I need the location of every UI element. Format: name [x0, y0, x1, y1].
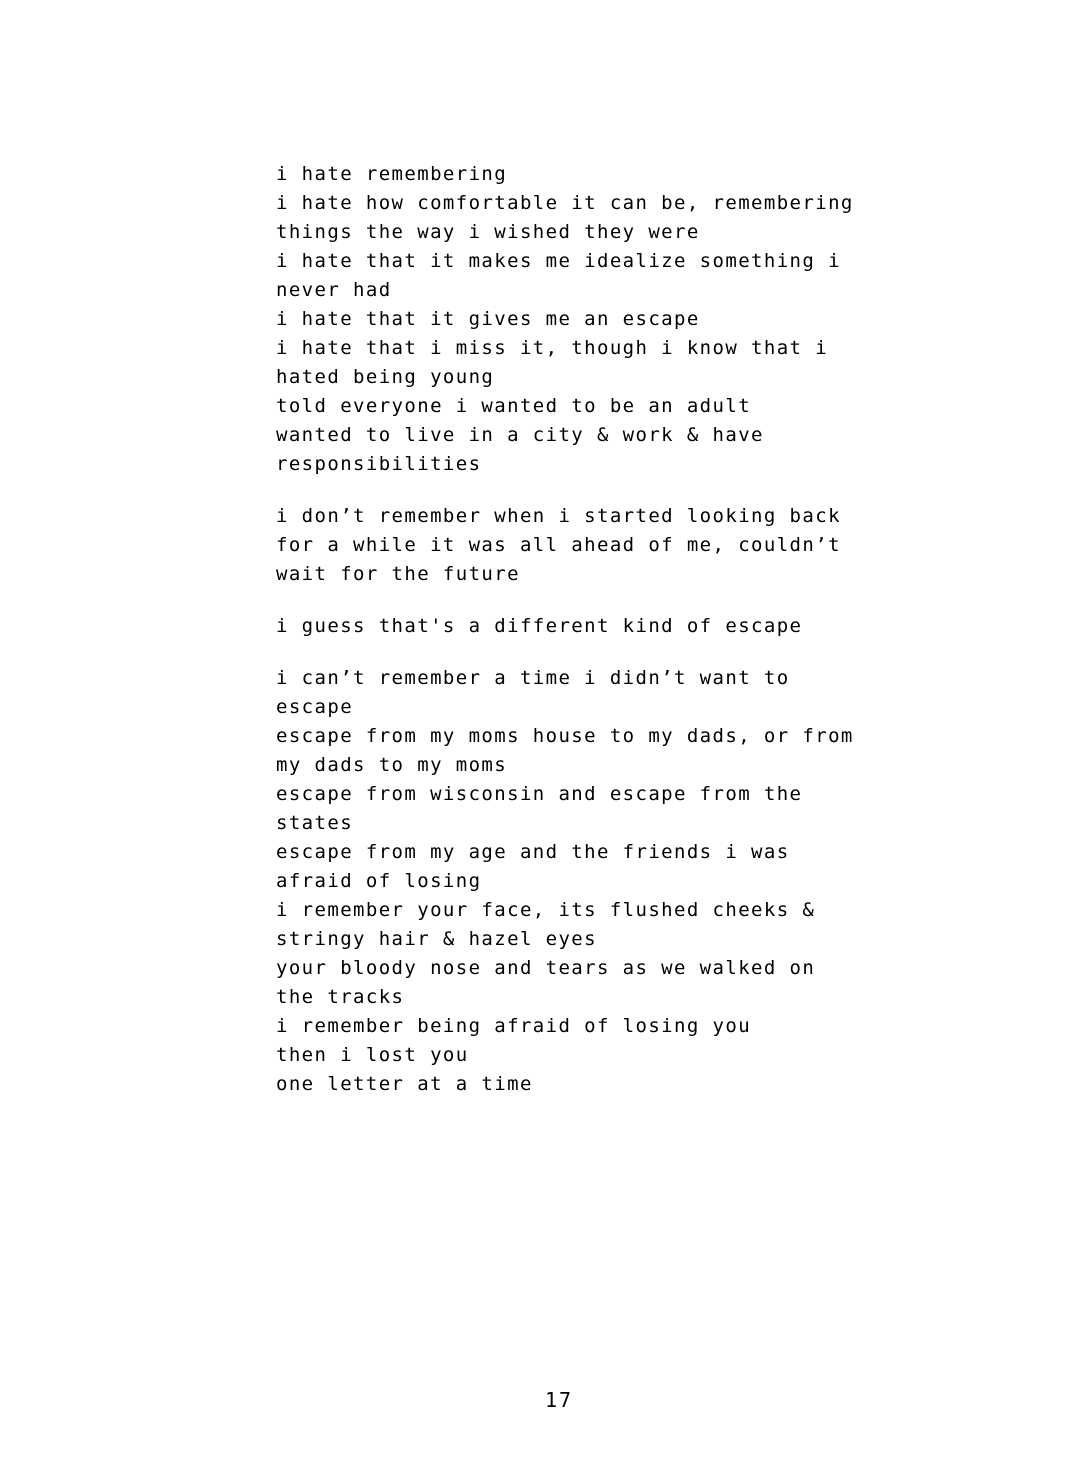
stanza-gap [276, 589, 876, 612]
poem-line: states [276, 812, 354, 834]
poem-line: responsibilities [276, 453, 482, 475]
poem-line: then i lost you [276, 1044, 469, 1066]
stanza [276, 160, 876, 479]
poem-line: i hate how comfortable it can be, remembering [276, 192, 854, 214]
poem-line: your bloody nose and tears as we walked on [276, 957, 816, 979]
stanza-gap [276, 641, 876, 664]
poem-line: afraid of losing [276, 870, 482, 892]
poem-line: wait for the future [276, 563, 520, 585]
stanza [276, 612, 876, 641]
poem-line: escape from my moms house to my dads, or from [276, 725, 854, 747]
poem-line: wanted to live in a city & work & have [276, 424, 764, 446]
poem-line: for a while it was all ahead of me, couldn’t [276, 534, 841, 556]
poem-line: i hate that it gives me an escape [276, 308, 700, 330]
poem-line: i remember being afraid of losing you [276, 1015, 752, 1037]
poem-line: escape from my age and the friends i was [276, 841, 790, 863]
poem-line: escape from wisconsin and escape from the [276, 783, 803, 805]
poem-line: hated being young [276, 366, 495, 388]
poem-line: stringy hair & hazel eyes [276, 928, 597, 950]
poem-line: things the way i wished they were [276, 221, 700, 243]
poem-line: i don’t remember when i started looking back [276, 505, 841, 527]
stanza [276, 664, 876, 1099]
page-number: 17 [544, 1388, 574, 1412]
poem-line: i guess that's a different kind of escape [276, 615, 803, 637]
poem-line: i remember your face, its flushed cheeks & [276, 899, 816, 921]
poem-line: the tracks [276, 986, 405, 1008]
poem-line: i hate remembering [276, 163, 508, 185]
poem-line: my dads to my moms [276, 754, 508, 776]
poem-line: told everyone i wanted to be an adult [276, 395, 752, 417]
poem-line: i hate that it makes me idealize something i [276, 250, 841, 272]
poem-line: one letter at a time [276, 1073, 533, 1095]
stanza [276, 502, 876, 589]
poem-body [276, 160, 876, 1099]
poem-line: i can’t remember a time i didn’t want to [276, 667, 790, 689]
poem-line: i hate that i miss it, though i know that i [276, 337, 829, 359]
poem-line: escape [276, 696, 354, 718]
stanza-gap [276, 479, 876, 502]
poem-line: never had [276, 279, 392, 301]
